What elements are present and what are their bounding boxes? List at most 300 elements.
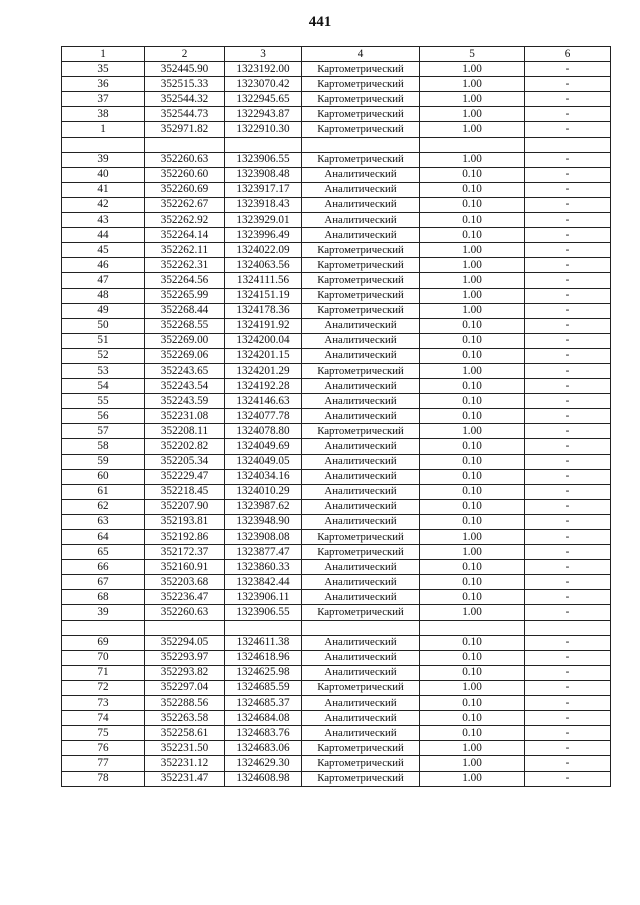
method-cell: Картометрический [302, 258, 420, 273]
description-cell: - [525, 680, 611, 695]
table-row [62, 273, 611, 288]
point-number-cell: 48 [62, 288, 145, 303]
description-cell: - [525, 122, 611, 137]
method-cell: Картометрический [302, 756, 420, 771]
y-coordinate-cell: 1323842.44 [225, 575, 302, 590]
table-row [62, 741, 611, 756]
method-cell: Аналитический [302, 394, 420, 409]
x-coordinate-cell: 352160.91 [145, 560, 225, 575]
point-number-cell: 35 [62, 62, 145, 77]
table-row [62, 469, 611, 484]
accuracy-cell: 1.00 [420, 92, 525, 107]
method-cell: Картометрический [302, 243, 420, 258]
point-number-cell: 66 [62, 560, 145, 575]
y-coordinate-cell: 1323908.08 [225, 530, 302, 545]
table-row [62, 499, 611, 514]
point-number-cell: 39 [62, 152, 145, 167]
description-cell: - [525, 318, 611, 333]
x-coordinate-cell: 352265.99 [145, 288, 225, 303]
method-cell: Аналитический [302, 560, 420, 575]
coordinates-table [61, 46, 611, 787]
table-row [62, 650, 611, 665]
table-row [62, 318, 611, 333]
y-coordinate-cell: 1324010.29 [225, 484, 302, 499]
point-number-cell: 53 [62, 363, 145, 378]
method-cell: Аналитический [302, 726, 420, 741]
description-cell: - [525, 394, 611, 409]
table-row [62, 152, 611, 167]
description-cell: - [525, 107, 611, 122]
y-coordinate-cell: 1323918.43 [225, 197, 302, 212]
y-coordinate-cell: 1324191.92 [225, 318, 302, 333]
accuracy-cell: 1.00 [420, 77, 525, 92]
description-cell: - [525, 228, 611, 243]
accuracy-cell: 0.10 [420, 711, 525, 726]
accuracy-cell: 1.00 [420, 243, 525, 258]
y-coordinate-cell: 1324151.19 [225, 288, 302, 303]
accuracy-cell: 0.10 [420, 439, 525, 454]
y-coordinate-cell: 1324611.38 [225, 635, 302, 650]
description-cell: - [525, 333, 611, 348]
table-row [62, 213, 611, 228]
accuracy-cell: 0.10 [420, 499, 525, 514]
point-number-cell: 68 [62, 590, 145, 605]
x-coordinate-cell: 352268.44 [145, 303, 225, 318]
y-coordinate-cell [225, 620, 302, 635]
method-cell: Аналитический [302, 213, 420, 228]
x-coordinate-cell: 352243.65 [145, 363, 225, 378]
method-cell: Аналитический [302, 228, 420, 243]
column-header: 1 [62, 47, 145, 62]
method-cell: Аналитический [302, 333, 420, 348]
method-cell: Картометрический [302, 741, 420, 756]
table-row [62, 665, 611, 680]
point-number-cell: 70 [62, 650, 145, 665]
description-cell: - [525, 514, 611, 529]
y-coordinate-cell: 1323908.48 [225, 167, 302, 182]
description-cell: - [525, 696, 611, 711]
table-row [62, 771, 611, 786]
description-cell: - [525, 635, 611, 650]
point-number-cell: 58 [62, 439, 145, 454]
method-cell: Картометрический [302, 107, 420, 122]
point-number-cell [62, 620, 145, 635]
accuracy-cell: 1.00 [420, 771, 525, 786]
y-coordinate-cell: 1323948.90 [225, 514, 302, 529]
x-coordinate-cell: 352231.47 [145, 771, 225, 786]
x-coordinate-cell: 352172.37 [145, 545, 225, 560]
accuracy-cell: 0.10 [420, 469, 525, 484]
description-cell: - [525, 665, 611, 680]
accuracy-cell: 1.00 [420, 152, 525, 167]
x-coordinate-cell: 352971.82 [145, 122, 225, 137]
description-cell: - [525, 92, 611, 107]
description-cell: - [525, 167, 611, 182]
accuracy-cell: 1.00 [420, 62, 525, 77]
method-cell: Аналитический [302, 469, 420, 484]
table-row [62, 605, 611, 620]
y-coordinate-cell: 1324201.29 [225, 363, 302, 378]
point-number-cell: 43 [62, 213, 145, 228]
x-coordinate-cell: 352288.56 [145, 696, 225, 711]
y-coordinate-cell: 1323906.55 [225, 605, 302, 620]
table-row [62, 696, 611, 711]
x-coordinate-cell: 352208.11 [145, 424, 225, 439]
description-cell: - [525, 439, 611, 454]
description-cell: - [525, 213, 611, 228]
description-cell: - [525, 424, 611, 439]
table-row [62, 514, 611, 529]
point-number-cell: 39 [62, 605, 145, 620]
table-row [62, 122, 611, 137]
table-row [62, 726, 611, 741]
point-number-cell: 1 [62, 122, 145, 137]
description-cell: - [525, 499, 611, 514]
method-cell: Картометрический [302, 273, 420, 288]
accuracy-cell: 0.10 [420, 454, 525, 469]
point-number-cell: 42 [62, 197, 145, 212]
separator-row [62, 620, 611, 635]
method-cell: Картометрический [302, 605, 420, 620]
accuracy-cell: 0.10 [420, 590, 525, 605]
accuracy-cell: 0.10 [420, 514, 525, 529]
point-number-cell: 77 [62, 756, 145, 771]
column-header: 3 [225, 47, 302, 62]
point-number-cell [62, 137, 145, 152]
x-coordinate-cell: 352203.68 [145, 575, 225, 590]
column-header: 4 [302, 47, 420, 62]
y-coordinate-cell: 1322945.65 [225, 92, 302, 107]
method-cell: Аналитический [302, 167, 420, 182]
description-cell: - [525, 590, 611, 605]
accuracy-cell: 0.10 [420, 575, 525, 590]
method-cell: Аналитический [302, 590, 420, 605]
method-cell: Аналитический [302, 635, 420, 650]
accuracy-cell: 0.10 [420, 348, 525, 363]
y-coordinate-cell: 1324683.06 [225, 741, 302, 756]
method-cell: Аналитический [302, 665, 420, 680]
description-cell: - [525, 711, 611, 726]
description-cell: - [525, 545, 611, 560]
point-number-cell: 76 [62, 741, 145, 756]
x-coordinate-cell: 352243.54 [145, 379, 225, 394]
x-coordinate-cell: 352231.08 [145, 409, 225, 424]
description-cell: - [525, 77, 611, 92]
x-coordinate-cell: 352192.86 [145, 530, 225, 545]
accuracy-cell: 0.10 [420, 665, 525, 680]
y-coordinate-cell: 1323860.33 [225, 560, 302, 575]
accuracy-cell: 1.00 [420, 545, 525, 560]
accuracy-cell: 0.10 [420, 726, 525, 741]
point-number-cell: 60 [62, 469, 145, 484]
description-cell: - [525, 409, 611, 424]
table-row [62, 92, 611, 107]
y-coordinate-cell: 1324078.80 [225, 424, 302, 439]
x-coordinate-cell: 352294.05 [145, 635, 225, 650]
table-row [62, 107, 611, 122]
accuracy-cell: 0.10 [420, 197, 525, 212]
point-number-cell: 51 [62, 333, 145, 348]
table-row [62, 303, 611, 318]
y-coordinate-cell: 1324146.63 [225, 394, 302, 409]
y-coordinate-cell: 1324200.04 [225, 333, 302, 348]
column-header: 6 [525, 47, 611, 62]
accuracy-cell: 0.10 [420, 635, 525, 650]
description-cell: - [525, 484, 611, 499]
table-row [62, 167, 611, 182]
accuracy-cell: 0.10 [420, 182, 525, 197]
method-cell: Аналитический [302, 499, 420, 514]
point-number-cell: 45 [62, 243, 145, 258]
accuracy-cell: 1.00 [420, 680, 525, 695]
x-coordinate-cell: 352218.45 [145, 484, 225, 499]
point-number-cell: 38 [62, 107, 145, 122]
point-number-cell: 47 [62, 273, 145, 288]
table-row [62, 348, 611, 363]
x-coordinate-cell: 352229.47 [145, 469, 225, 484]
description-cell: - [525, 560, 611, 575]
point-number-cell: 75 [62, 726, 145, 741]
point-number-cell: 71 [62, 665, 145, 680]
accuracy-cell: 0.10 [420, 409, 525, 424]
y-coordinate-cell: 1324049.69 [225, 439, 302, 454]
column-header: 5 [420, 47, 525, 62]
x-coordinate-cell: 352293.82 [145, 665, 225, 680]
point-number-cell: 36 [62, 77, 145, 92]
description-cell: - [525, 605, 611, 620]
accuracy-cell: 0.10 [420, 167, 525, 182]
point-number-cell: 64 [62, 530, 145, 545]
accuracy-cell: 0.10 [420, 650, 525, 665]
method-cell: Аналитический [302, 318, 420, 333]
point-number-cell: 54 [62, 379, 145, 394]
method-cell: Картометрический [302, 122, 420, 137]
column-header: 2 [145, 47, 225, 62]
y-coordinate-cell: 1324077.78 [225, 409, 302, 424]
table-row [62, 711, 611, 726]
y-coordinate-cell: 1322910.30 [225, 122, 302, 137]
description-cell: - [525, 741, 611, 756]
method-cell [302, 137, 420, 152]
y-coordinate-cell: 1324178.36 [225, 303, 302, 318]
table-row [62, 680, 611, 695]
point-number-cell: 63 [62, 514, 145, 529]
method-cell: Аналитический [302, 484, 420, 499]
y-coordinate-cell: 1324683.76 [225, 726, 302, 741]
y-coordinate-cell: 1323192.00 [225, 62, 302, 77]
x-coordinate-cell: 352193.81 [145, 514, 225, 529]
x-coordinate-cell: 352268.55 [145, 318, 225, 333]
x-coordinate-cell: 352207.90 [145, 499, 225, 514]
accuracy-cell: 1.00 [420, 424, 525, 439]
point-number-cell: 72 [62, 680, 145, 695]
x-coordinate-cell: 352231.50 [145, 741, 225, 756]
table-row [62, 560, 611, 575]
y-coordinate-cell: 1324618.96 [225, 650, 302, 665]
x-coordinate-cell: 352445.90 [145, 62, 225, 77]
table-row [62, 379, 611, 394]
point-number-cell: 55 [62, 394, 145, 409]
x-coordinate-cell: 352544.73 [145, 107, 225, 122]
method-cell: Картометрический [302, 680, 420, 695]
table-row [62, 182, 611, 197]
y-coordinate-cell [225, 137, 302, 152]
method-cell: Картометрический [302, 62, 420, 77]
point-number-cell: 57 [62, 424, 145, 439]
accuracy-cell: 1.00 [420, 122, 525, 137]
method-cell: Картометрический [302, 771, 420, 786]
x-coordinate-cell: 352202.82 [145, 439, 225, 454]
x-coordinate-cell: 352260.69 [145, 182, 225, 197]
accuracy-cell: 0.10 [420, 333, 525, 348]
point-number-cell: 37 [62, 92, 145, 107]
table-row [62, 288, 611, 303]
x-coordinate-cell: 352264.56 [145, 273, 225, 288]
point-number-cell: 62 [62, 499, 145, 514]
point-number-cell: 56 [62, 409, 145, 424]
y-coordinate-cell: 1323929.01 [225, 213, 302, 228]
method-cell: Аналитический [302, 454, 420, 469]
description-cell: - [525, 650, 611, 665]
method-cell: Картометрический [302, 545, 420, 560]
y-coordinate-cell: 1324608.98 [225, 771, 302, 786]
table-row [62, 394, 611, 409]
description-cell: - [525, 363, 611, 378]
method-cell: Картометрический [302, 363, 420, 378]
accuracy-cell: 0.10 [420, 228, 525, 243]
x-coordinate-cell: 352231.12 [145, 756, 225, 771]
accuracy-cell [420, 620, 525, 635]
accuracy-cell: 0.10 [420, 484, 525, 499]
point-number-cell: 61 [62, 484, 145, 499]
x-coordinate-cell: 352544.32 [145, 92, 225, 107]
table-row [62, 77, 611, 92]
y-coordinate-cell: 1324685.37 [225, 696, 302, 711]
x-coordinate-cell: 352262.11 [145, 243, 225, 258]
description-cell: - [525, 288, 611, 303]
x-coordinate-cell [145, 620, 225, 635]
description-cell: - [525, 771, 611, 786]
method-cell: Аналитический [302, 409, 420, 424]
table-row [62, 575, 611, 590]
accuracy-cell: 1.00 [420, 605, 525, 620]
coordinates-table-body [62, 47, 611, 787]
y-coordinate-cell: 1324625.98 [225, 665, 302, 680]
point-number-cell: 52 [62, 348, 145, 363]
description-cell: - [525, 454, 611, 469]
table-header-row [62, 47, 611, 62]
method-cell: Аналитический [302, 650, 420, 665]
description-cell: - [525, 273, 611, 288]
x-coordinate-cell: 352293.97 [145, 650, 225, 665]
y-coordinate-cell: 1322943.87 [225, 107, 302, 122]
y-coordinate-cell: 1324201.15 [225, 348, 302, 363]
x-coordinate-cell: 352269.06 [145, 348, 225, 363]
accuracy-cell: 1.00 [420, 258, 525, 273]
y-coordinate-cell: 1324192.28 [225, 379, 302, 394]
x-coordinate-cell: 352260.63 [145, 605, 225, 620]
x-coordinate-cell: 352243.59 [145, 394, 225, 409]
description-cell: - [525, 726, 611, 741]
table-row [62, 197, 611, 212]
x-coordinate-cell: 352258.61 [145, 726, 225, 741]
x-coordinate-cell: 352262.92 [145, 213, 225, 228]
point-number-cell: 46 [62, 258, 145, 273]
description-cell: - [525, 379, 611, 394]
method-cell: Аналитический [302, 696, 420, 711]
y-coordinate-cell: 1323917.17 [225, 182, 302, 197]
y-coordinate-cell: 1323877.47 [225, 545, 302, 560]
accuracy-cell: 1.00 [420, 363, 525, 378]
description-cell: - [525, 197, 611, 212]
accuracy-cell: 1.00 [420, 756, 525, 771]
table-row [62, 530, 611, 545]
accuracy-cell: 0.10 [420, 394, 525, 409]
table-row [62, 545, 611, 560]
accuracy-cell: 1.00 [420, 288, 525, 303]
method-cell: Аналитический [302, 197, 420, 212]
x-coordinate-cell: 352262.31 [145, 258, 225, 273]
y-coordinate-cell: 1324685.59 [225, 680, 302, 695]
accuracy-cell: 1.00 [420, 741, 525, 756]
accuracy-cell: 1.00 [420, 303, 525, 318]
accuracy-cell [420, 137, 525, 152]
method-cell: Аналитический [302, 182, 420, 197]
table-row [62, 756, 611, 771]
method-cell: Аналитический [302, 575, 420, 590]
x-coordinate-cell: 352515.33 [145, 77, 225, 92]
description-cell: - [525, 182, 611, 197]
method-cell [302, 620, 420, 635]
table-row [62, 243, 611, 258]
table-row [62, 439, 611, 454]
method-cell: Картометрический [302, 530, 420, 545]
method-cell: Аналитический [302, 711, 420, 726]
y-coordinate-cell: 1323070.42 [225, 77, 302, 92]
point-number-cell: 78 [62, 771, 145, 786]
x-coordinate-cell: 352269.00 [145, 333, 225, 348]
x-coordinate-cell: 352236.47 [145, 590, 225, 605]
x-coordinate-cell: 352297.04 [145, 680, 225, 695]
x-coordinate-cell: 352260.60 [145, 167, 225, 182]
method-cell: Картометрический [302, 303, 420, 318]
y-coordinate-cell: 1323987.62 [225, 499, 302, 514]
y-coordinate-cell: 1324629.30 [225, 756, 302, 771]
description-cell [525, 620, 611, 635]
point-number-cell: 49 [62, 303, 145, 318]
method-cell: Картометрический [302, 152, 420, 167]
description-cell: - [525, 258, 611, 273]
table-row [62, 333, 611, 348]
point-number-cell: 50 [62, 318, 145, 333]
y-coordinate-cell: 1324684.08 [225, 711, 302, 726]
y-coordinate-cell: 1323996.49 [225, 228, 302, 243]
description-cell: - [525, 348, 611, 363]
method-cell: Аналитический [302, 379, 420, 394]
description-cell: - [525, 756, 611, 771]
description-cell [525, 137, 611, 152]
y-coordinate-cell: 1324022.09 [225, 243, 302, 258]
table-row [62, 409, 611, 424]
table-row [62, 635, 611, 650]
table-row [62, 62, 611, 77]
method-cell: Картометрический [302, 288, 420, 303]
accuracy-cell: 1.00 [420, 530, 525, 545]
x-coordinate-cell: 352262.67 [145, 197, 225, 212]
point-number-cell: 65 [62, 545, 145, 560]
x-coordinate-cell: 352260.63 [145, 152, 225, 167]
x-coordinate-cell: 352205.34 [145, 454, 225, 469]
